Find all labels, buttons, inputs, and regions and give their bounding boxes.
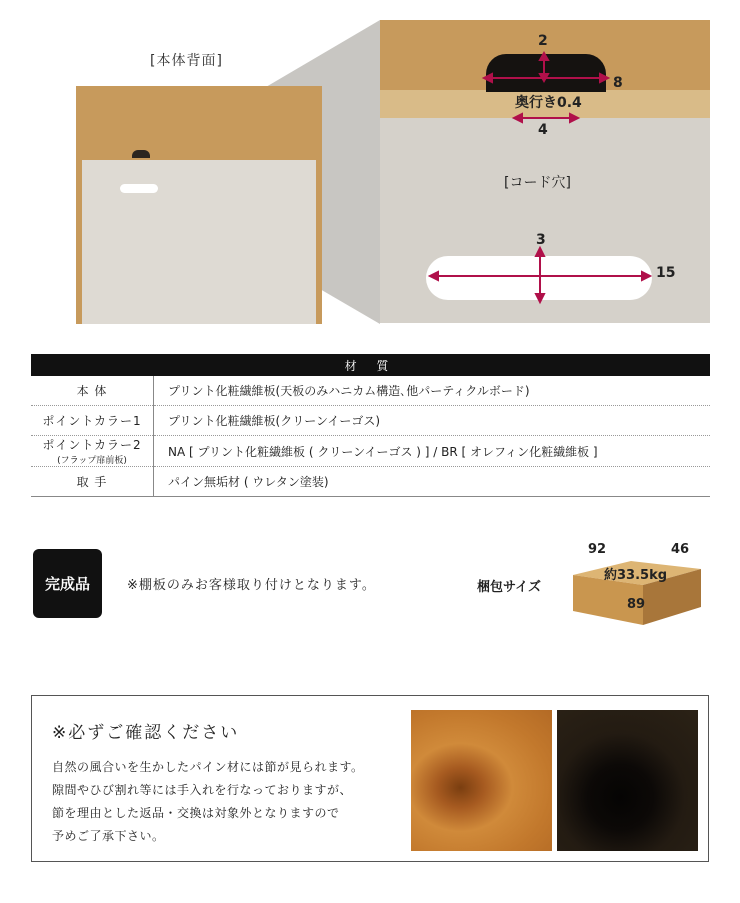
- row-label: ポイントカラー2 (フラップ扉前板): [31, 436, 154, 467]
- table-row: [31, 406, 710, 436]
- caution-box: [31, 695, 709, 862]
- caution-line: 予めご了承下さい。: [52, 829, 165, 843]
- shelf-notch: [132, 150, 150, 158]
- caution-text: [52, 756, 364, 848]
- row-value: プリント化粧繊維板(天板のみハニカム構造､他パーティクルボード): [154, 376, 711, 406]
- package-depth: 46: [671, 542, 690, 557]
- package-weight: 約33.5kg: [604, 568, 668, 583]
- dim-notch-height: 2: [538, 33, 548, 49]
- caution-title: ※必ずご確認ください: [52, 723, 240, 743]
- zoom-detail: [380, 20, 710, 323]
- shelf-cord-slot: [120, 184, 158, 193]
- material-table: [31, 354, 710, 497]
- row-value: パイン無垢材 ( ウレタン塗装): [154, 467, 711, 497]
- dim-slot-height: 3: [536, 232, 546, 248]
- material-table-header: 材 質: [31, 354, 710, 376]
- caution-line: 隙間やひび割れ等には手入れを行なっておりますが、: [52, 783, 353, 797]
- package-size-label: 梱包サイズ: [477, 580, 541, 595]
- completed-note: ※棚板のみお客様取り付けとなります。: [127, 578, 376, 593]
- caution-line: 自然の風合いを生かしたパイン材には節が見られます。: [52, 760, 364, 774]
- row-label: 取 手: [31, 467, 154, 497]
- dim-slot-width: 15: [656, 265, 676, 281]
- cord-hole-label: [コード穴]: [504, 175, 571, 191]
- row-label: 本 体: [31, 376, 154, 406]
- pine-knot-photo: [411, 710, 552, 851]
- row-label: ポイントカラー1: [31, 406, 154, 436]
- table-row: [31, 376, 710, 406]
- dim-notch-bottom: 4: [538, 122, 548, 138]
- row-value: NA [ プリント化粧繊維板 ( クリーンイーゴス ) ] / BR [ オレフィン化粧繊維板 ]: [154, 436, 711, 467]
- package-width: 92: [588, 542, 607, 557]
- dim-notch-width: 8: [613, 75, 623, 91]
- back-view-title: [本体背面]: [150, 53, 223, 69]
- package-height: 89: [627, 597, 646, 612]
- table-row: [31, 436, 710, 467]
- dim-depth: 奥行き0.4: [515, 95, 582, 111]
- shelf-back-board: [82, 160, 316, 324]
- completed-badge: 完成品: [33, 549, 102, 618]
- table-row: [31, 467, 710, 497]
- row-sublabel: (フラップ扉前板): [57, 456, 127, 466]
- dark-knot-photo: [557, 710, 698, 851]
- caution-line: 節を理由とした返品・交換は対象外となりますので: [52, 806, 340, 820]
- row-value: プリント化粧繊維板(クリーンイーゴス): [154, 406, 711, 436]
